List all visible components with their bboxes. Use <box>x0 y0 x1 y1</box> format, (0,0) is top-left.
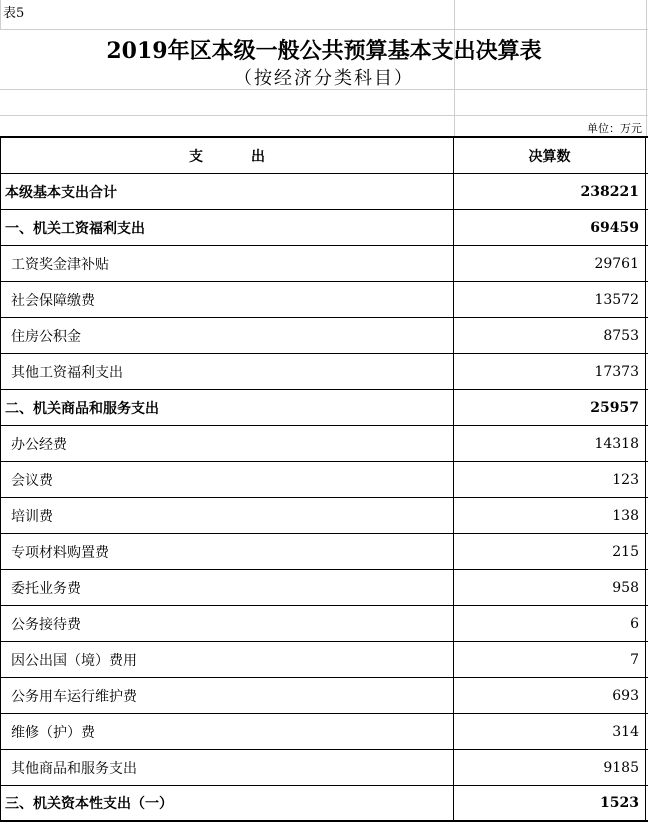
grid-row <box>0 90 648 116</box>
row-item-amount: 29761 <box>454 246 646 281</box>
row-item-name: 本级基本支出合计 <box>0 174 454 209</box>
unit-label: 单位：万元 <box>587 122 642 135</box>
budget-table <box>0 136 648 822</box>
row-item-amount: 7 <box>454 642 646 677</box>
row-item-name: 三、机关资本性支出（一） <box>0 786 454 820</box>
row-item-amount: 123 <box>454 462 646 497</box>
row-item-amount: 25957 <box>454 390 646 425</box>
row-item-name: 专项材料购置费 <box>0 534 454 569</box>
row-item-name: 其他商品和服务支出 <box>0 750 454 785</box>
row-item-name: 一、机关工资福利支出 <box>0 210 454 245</box>
row-item-amount: 138 <box>454 498 646 533</box>
row-item-name: 因公出国（境）费用 <box>0 642 454 677</box>
table-row <box>0 210 648 246</box>
row-item-name: 二、机关商品和服务支出 <box>0 390 454 425</box>
row-item-name: 培训费 <box>0 498 454 533</box>
row-item-name: 会议费 <box>0 462 454 497</box>
table-row <box>0 606 648 642</box>
table-row <box>0 786 648 822</box>
row-item-name: 委托业务费 <box>0 570 454 605</box>
row-item-amount: 314 <box>454 714 646 749</box>
table-row <box>0 534 648 570</box>
row-item-name: 其他工资福利支出 <box>0 354 454 389</box>
table-row <box>0 390 648 426</box>
header-expenditure-a: 支 <box>189 148 203 165</box>
table-row <box>0 246 648 282</box>
row-item-name: 工资奖金津补贴 <box>0 246 454 281</box>
table-row <box>0 750 648 786</box>
table-header-row <box>0 138 648 174</box>
table-row <box>0 174 648 210</box>
header-amount: 决算数 <box>454 138 646 173</box>
table-row <box>0 318 648 354</box>
row-item-name: 办公经费 <box>0 426 454 461</box>
row-item-amount: 17373 <box>454 354 646 389</box>
table-row <box>0 426 648 462</box>
row-item-amount: 215 <box>454 534 646 569</box>
grid-row <box>0 0 648 30</box>
row-item-amount: 8753 <box>454 318 646 353</box>
row-item-name: 维修（护）费 <box>0 714 454 749</box>
row-item-amount: 1523 <box>454 786 646 820</box>
table-row <box>0 714 648 750</box>
row-item-amount: 958 <box>454 570 646 605</box>
sheet-tag: 表5 <box>3 6 25 21</box>
row-item-name: 公务接待费 <box>0 606 454 641</box>
row-item-name: 公务用车运行维护费 <box>0 678 454 713</box>
table-title: 2019年区本级一般公共预算基本支出决算表 <box>106 38 542 64</box>
table-row <box>0 642 648 678</box>
table-row <box>0 498 648 534</box>
table-row <box>0 282 648 318</box>
table-subtitle: （按经济分类科目） <box>234 68 414 89</box>
row-item-amount: 69459 <box>454 210 646 245</box>
header-expenditure <box>0 138 454 173</box>
row-item-amount: 13572 <box>454 282 646 317</box>
row-item-amount: 693 <box>454 678 646 713</box>
row-item-amount: 9185 <box>454 750 646 785</box>
header-expenditure-b: 出 <box>251 148 265 165</box>
row-item-name: 住房公积金 <box>0 318 454 353</box>
table-row <box>0 354 648 390</box>
table-row <box>0 678 648 714</box>
row-item-amount: 14318 <box>454 426 646 461</box>
table-row <box>0 462 648 498</box>
table-row <box>0 570 648 606</box>
row-item-name: 社会保障缴费 <box>0 282 454 317</box>
row-item-amount: 6 <box>454 606 646 641</box>
row-item-amount: 238221 <box>454 174 646 209</box>
